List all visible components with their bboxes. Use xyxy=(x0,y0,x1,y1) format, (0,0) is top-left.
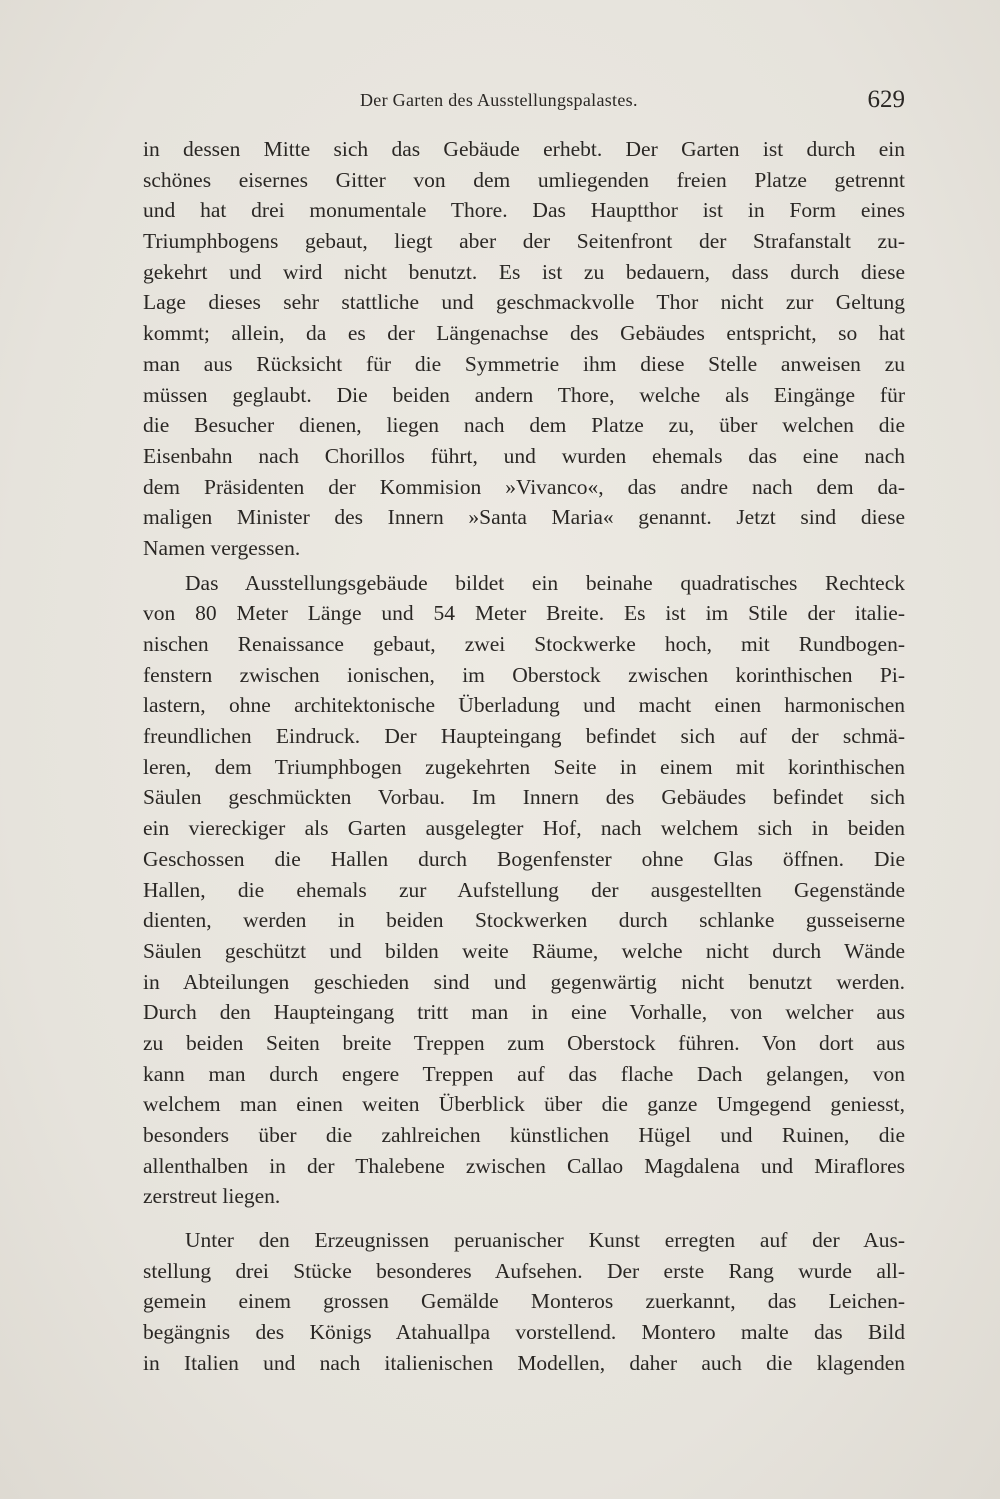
text-line: welchem man einen weiten Überblick über die ganze Umgegend geniesst, xyxy=(143,1092,905,1117)
text-line: in dessen Mitte sich das Gebäude erhebt. Der Garten ist durch ein xyxy=(143,137,905,161)
text-line: nischen Renaissance gebaut, zwei Stockwerke hoch, mit Rundbogen- xyxy=(143,632,905,656)
text-line: von 80 Meter Länge und 54 Meter Breite. Es ist im Stile der italie- xyxy=(143,601,905,626)
text-line: stellung drei Stücke besonderes Aufsehen. Der erste Rang wurde all- xyxy=(143,1258,905,1283)
text-line: schönes eisernes Gitter von dem umliegenden freien Platze getrennt xyxy=(143,167,905,192)
paragraph-3 xyxy=(143,1225,905,1378)
text-line: in Abteilungen geschieden sind und gegenwärtig nicht benutzt werden. xyxy=(143,969,905,994)
text-line: und hat drei monumentale Thore. Das Hauptthor ist in Form eines xyxy=(143,198,905,223)
text-line: leren, dem Triumphbogen zugekehrten Seite in einem mit korinthischen xyxy=(143,754,905,779)
text-line: dienten, werden in beiden Stockwerken durch schlanke gusseiserne xyxy=(143,908,905,933)
text-line: die Besucher dienen, liegen nach dem Platze zu, über welchen die xyxy=(143,413,905,438)
text-line: Säulen geschmückten Vorbau. Im Innern des Gebäudes befindet sich xyxy=(143,785,905,810)
text-line: lastern, ohne architektonische Überladung und macht einen harmonischen xyxy=(143,693,905,718)
text-line: zerstreut liegen. xyxy=(143,1184,281,1209)
text-line: Triumphbogens gebaut, liegt aber der Seitenfront der Strafanstalt zu- xyxy=(143,229,905,254)
text-line: zu beiden Seiten breite Treppen zum Oberstock führen. Von dort aus xyxy=(143,1030,905,1055)
text-line: gekehrt und wird nicht benutzt. Es ist zu bedauern, dass durch diese xyxy=(143,259,905,284)
text-line: Durch den Haupteingang tritt man in eine Vorhalle, von welcher aus xyxy=(143,1000,905,1025)
text-line: kommt; allein, da es der Längenachse des Gebäudes entspricht, so hat xyxy=(143,321,905,346)
text-line: besonders über die zahlreichen künstlichen Hügel und Ruinen, die xyxy=(143,1123,905,1147)
text-line: begängnis des Königs Atahuallpa vorstellend. Montero malte das Bild xyxy=(143,1320,905,1345)
text-line: allenthalben in der Thalebene zwischen Callao Magdalena und Miraflores xyxy=(143,1153,905,1178)
text-line: dem Präsidenten der Kommision »Vivanco«, das andre nach dem da- xyxy=(143,474,905,499)
running-header xyxy=(143,86,905,118)
text-line: Das Ausstellungsgebäude bildet ein beinahe quadratisches Rechteck xyxy=(185,570,905,595)
text-line: man aus Rücksicht für die Symmetrie ihm diese Stelle anweisen zu xyxy=(143,351,905,376)
running-header-title: Der Garten des Ausstellungspalastes. xyxy=(360,90,638,110)
paragraph-gap xyxy=(143,1212,905,1225)
text-line: fenstern zwischen ionischen, im Oberstock zwischen korinthischen Pi- xyxy=(143,662,905,687)
text-line: in Italien und nach italienischen Modellen, daher auch die klagenden xyxy=(143,1350,905,1375)
text-line: maligen Minister des Innern »Santa Maria« genannt. Jetzt sind diese xyxy=(143,505,905,530)
text-line: Eisenbahn nach Chorillos führt, und wurden ehemals das eine nach xyxy=(143,443,905,468)
text-line: Hallen, die ehemals zur Aufstellung der ausgestellten Gegenstände xyxy=(143,877,905,902)
text-line: Unter den Erzeugnissen peruanischer Kunst erregten auf der Aus- xyxy=(185,1228,905,1253)
text-line: Namen vergessen. xyxy=(143,535,301,560)
text-line: gemein einem grossen Gemälde Monteros zuerkannt, das Leichen- xyxy=(143,1289,905,1314)
body-text xyxy=(143,134,905,1379)
page-number: 629 xyxy=(867,86,905,113)
paragraph-2 xyxy=(143,568,905,1212)
text-line: müssen geglaubt. Die beiden andern Thore, welche als Eingänge für xyxy=(143,382,905,407)
text-line: kann man durch engere Treppen auf das flache Dach gelangen, von xyxy=(143,1061,905,1086)
text-line: ein viereckiger als Garten ausgelegter Hof, nach welchem sich in beiden xyxy=(143,816,905,841)
text-line: freundlichen Eindruck. Der Haupteingang befindet sich auf der schmä- xyxy=(143,724,905,749)
text-line: Geschossen die Hallen durch Bogenfenster ohne Glas öffnen. Die xyxy=(143,846,905,871)
text-line: Lage dieses sehr stattliche und geschmackvolle Thor nicht zur Geltung xyxy=(143,290,905,315)
paragraph-1 xyxy=(143,134,905,564)
text-line: Säulen geschützt und bilden weite Räume, welche nicht durch Wände xyxy=(143,938,905,963)
